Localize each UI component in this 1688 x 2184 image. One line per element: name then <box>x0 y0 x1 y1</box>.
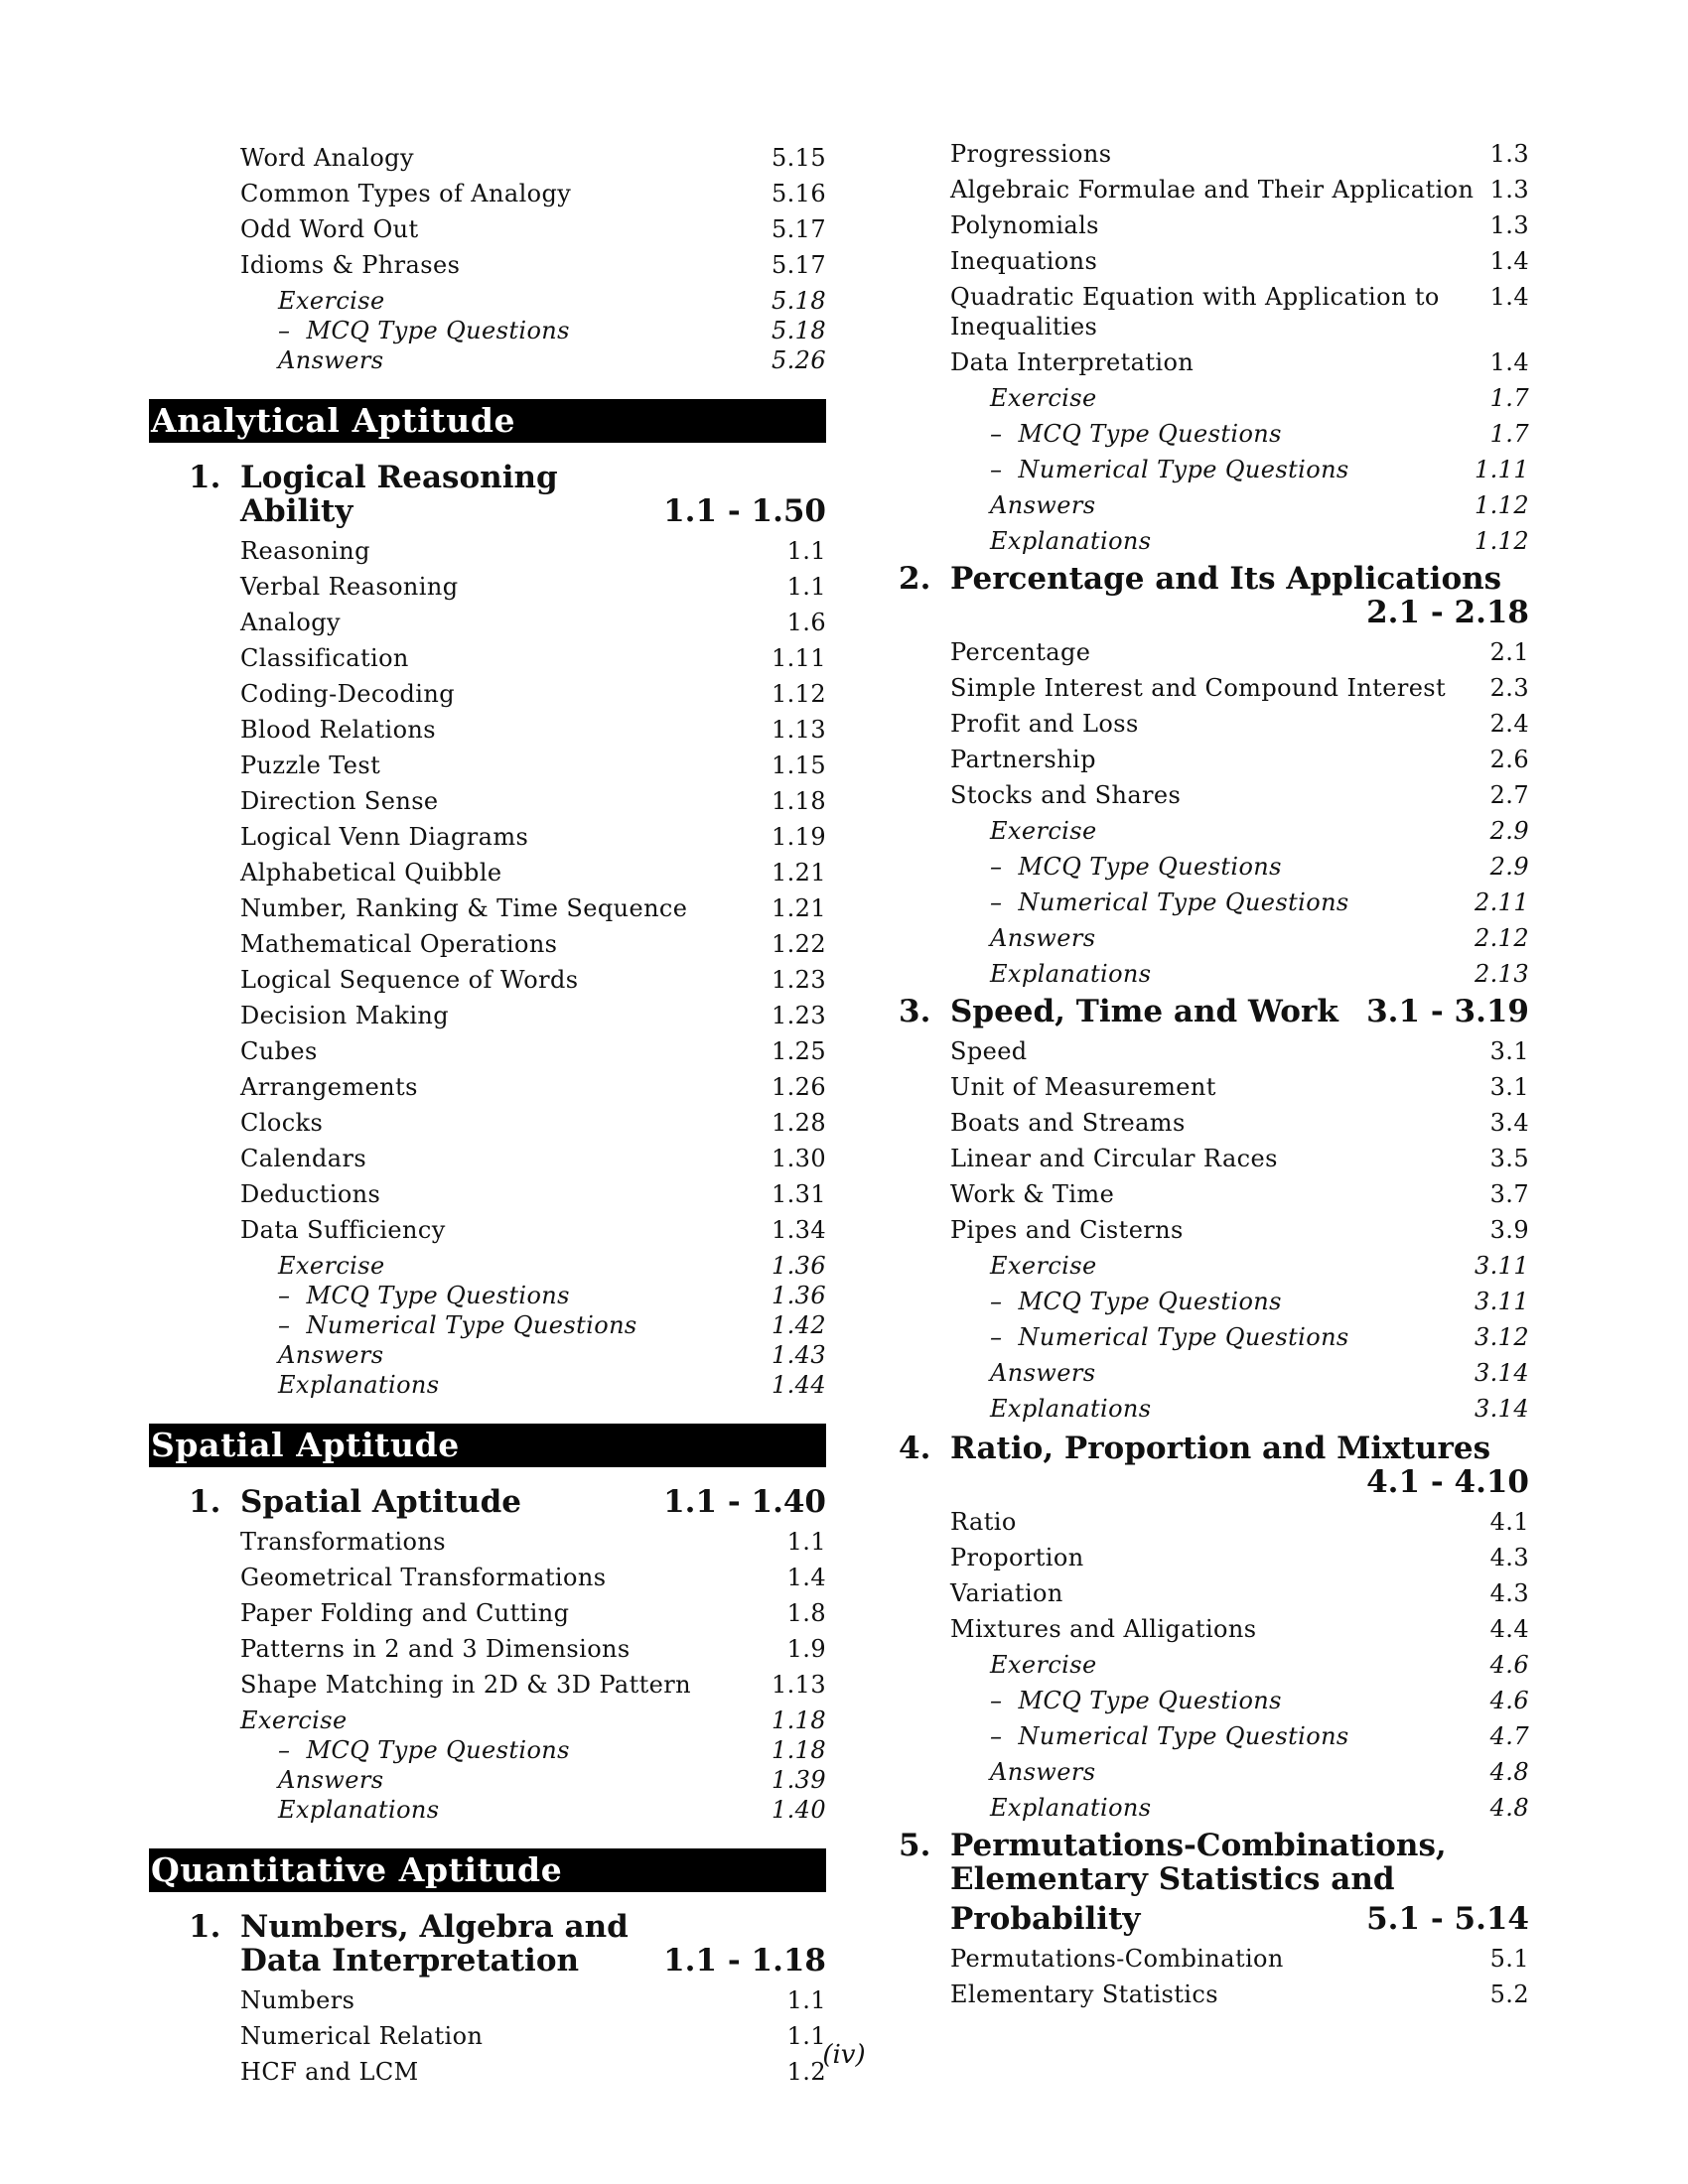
toc-entry-page: 1.1 <box>786 573 826 601</box>
chapter-number: 3. <box>899 994 931 1029</box>
toc-entry-label: Explanations <box>278 1371 440 1399</box>
toc-entry-label: Stocks and Shares <box>950 781 1182 809</box>
toc-entry-page: 5.1 <box>1489 1945 1529 1973</box>
toc-entry[interactable] <box>889 1287 1529 1316</box>
toc-entry[interactable] <box>889 490 1529 520</box>
toc-entry[interactable] <box>149 643 826 673</box>
toc-entry-label: Cubes <box>240 1037 318 1065</box>
toc-entry-label: – Numerical Type Questions <box>990 455 1349 484</box>
toc-entry[interactable] <box>149 1340 826 1370</box>
toc-entry[interactable] <box>889 1036 1529 1066</box>
toc-entry-page: 4.8 <box>1489 1794 1529 1822</box>
toc-entry-page: 2.4 <box>1489 710 1529 738</box>
toc-entry-page: 3.9 <box>1489 1216 1529 1244</box>
chapter-heading[interactable] <box>889 995 1529 1028</box>
toc-entry-page: 3.7 <box>1489 1180 1529 1208</box>
toc-entry-page: 1.4 <box>1489 247 1529 275</box>
chapter-title-lastline <box>950 1902 1529 1936</box>
toc-entry-page: 1.1 <box>786 2022 826 2050</box>
section-band-analytical: Analytical Aptitude <box>149 399 826 443</box>
toc-entry-label: Coding-Decoding <box>240 680 455 708</box>
toc-entry-page: 3.4 <box>1489 1109 1529 1137</box>
toc-entry-page: 1.18 <box>771 1736 826 1764</box>
toc-entry[interactable]: Word Analogy 5.15 <box>240 144 826 172</box>
toc-entry[interactable] <box>889 1614 1529 1644</box>
toc-entry-page: 4.4 <box>1489 1615 1529 1643</box>
toc-entry-page: 2.1 <box>1489 638 1529 666</box>
toc-entry[interactable] <box>889 923 1529 953</box>
toc-entry-label: Linear and Circular Races <box>950 1145 1278 1172</box>
toc-entry-label: Number, Ranking & Time Sequence <box>240 894 688 922</box>
toc-entry-label: Puzzle Test <box>240 751 381 779</box>
chapter-title-line2: Data Interpretation <box>240 1943 580 1979</box>
toc-entry-mcq[interactable]: – MCQ Type Questions 5.18 <box>149 316 826 345</box>
toc-entry-page: 1.1 <box>786 537 826 565</box>
toc-entry-label: Exercise <box>990 384 1097 412</box>
toc-entry-label: Numbers <box>240 1986 355 2014</box>
toc-entry-page: 1.34 <box>771 1216 826 1244</box>
toc-entry-label: Clocks <box>240 1109 324 1137</box>
toc-entry-page: 1.12 <box>1474 491 1529 519</box>
toc-entry-page: 1.3 <box>1489 176 1529 204</box>
toc-entry-label: Ratio <box>950 1508 1017 1536</box>
toc-entry-label: Answers <box>990 1758 1096 1786</box>
toc-entry[interactable] <box>149 893 826 923</box>
toc-entry-label: Transformations <box>240 1528 446 1556</box>
chapter-title-line1: Permutations-Combinations, <box>950 1828 1447 1863</box>
chapter-range: 5.1 - 5.14 <box>1366 1901 1529 1937</box>
toc-entry[interactable] <box>149 1001 826 1030</box>
chapter-range: 4.1 - 4.10 <box>1366 1464 1529 1500</box>
toc-entry-page: 1.6 <box>786 609 826 636</box>
toc-entry-page: 1.18 <box>771 1706 826 1734</box>
chapter-title: Percentage and Its Applications <box>950 561 1502 597</box>
toc-entry-page: 1.36 <box>771 1282 826 1309</box>
toc-entry-label: Exercise <box>278 1252 385 1280</box>
chapter-number: 5. <box>899 1828 931 1863</box>
toc-entry-page: 3.14 <box>1474 1359 1529 1387</box>
toc-entry-label: Analogy <box>240 609 341 636</box>
left-column <box>149 143 826 2093</box>
toc-entry-page: 1.40 <box>771 1796 826 1824</box>
toc-entry[interactable]: Odd Word Out 5.17 <box>240 215 826 243</box>
toc-entry-page: 1.4 <box>1489 348 1529 376</box>
toc-entry-page: 1.1 <box>786 1986 826 2014</box>
toc-entry[interactable] <box>889 1650 1529 1680</box>
toc-entry-page: 4.8 <box>1489 1758 1529 1786</box>
toc-entry-label: Exercise <box>240 1706 348 1734</box>
chapter-range: 3.1 - 3.19 <box>1366 994 1529 1029</box>
toc-entry-label: – Numerical Type Questions <box>990 1721 1349 1751</box>
toc-entry[interactable] <box>889 139 1529 169</box>
toc-entry[interactable] <box>889 1358 1529 1388</box>
toc-entry[interactable] <box>149 1735 826 1765</box>
toc-entry[interactable] <box>149 1251 826 1281</box>
toc-entry-label: Deductions <box>240 1180 381 1208</box>
toc-entry[interactable] <box>889 816 1529 846</box>
toc-entry[interactable] <box>889 1979 1529 2009</box>
toc-entry-label: Exercise <box>990 1651 1097 1679</box>
toc-entry-page: 1.11 <box>771 644 826 672</box>
top-entries-right <box>889 139 1529 556</box>
chapter-title: Spatial Aptitude <box>240 1484 521 1520</box>
toc-entry-label: Permutations-Combination <box>950 1945 1284 1973</box>
chapter-heading[interactable] <box>889 562 1529 629</box>
toc-entry-label: Verbal Reasoning <box>240 573 459 601</box>
toc-entry-label: Logical Sequence of Words <box>240 966 579 994</box>
chapter-range: 1.1 - 1.40 <box>663 1484 826 1520</box>
toc-entry[interactable] <box>149 1765 826 1795</box>
right-column <box>889 139 1529 2015</box>
chapter-title: Speed, Time and Work <box>950 994 1338 1029</box>
toc-entry-page: 1.42 <box>771 1311 826 1339</box>
chapter-3-entries <box>889 1036 1529 1424</box>
toc-entry[interactable] <box>149 1108 826 1138</box>
chapter-title-line2: Elementary Statistics and <box>950 1861 1395 1897</box>
toc-entry[interactable] <box>149 1985 826 2015</box>
toc-entry-label: Answers <box>278 1766 384 1794</box>
toc-entry-page: 1.39 <box>771 1766 826 1794</box>
toc-entry-page: 1.15 <box>771 751 826 779</box>
toc-entry[interactable] <box>889 419 1529 449</box>
toc-entry[interactable] <box>149 751 826 780</box>
toc-entry-page: 4.6 <box>1489 1651 1529 1679</box>
toc-entry-exercise[interactable]: Exercise 5.18 <box>278 287 826 315</box>
chapter-title-line3: Probability <box>950 1901 1141 1937</box>
toc-entry-label: Explanations <box>278 1796 440 1824</box>
toc-entry[interactable] <box>889 745 1529 774</box>
toc-entry-label: Progressions <box>950 140 1112 168</box>
toc-entry-page: 4.7 <box>1489 1722 1529 1750</box>
toc-entry-page: 2.13 <box>1474 960 1529 988</box>
toc-entry-page: 1.23 <box>771 1002 826 1029</box>
toc-entry[interactable] <box>889 1072 1529 1102</box>
chapter-heading[interactable] <box>889 1829 1529 1936</box>
toc-entry[interactable] <box>889 852 1529 882</box>
toc-entry[interactable] <box>149 1598 826 1628</box>
toc-entry-label: Answers <box>990 491 1096 519</box>
toc-entry-page: 4.6 <box>1489 1687 1529 1714</box>
toc-entry-page: 1.28 <box>771 1109 826 1137</box>
toc-entry[interactable] <box>889 1944 1529 1974</box>
toc-entry[interactable] <box>149 1036 826 1066</box>
toc-entry-page: 1.22 <box>771 930 826 958</box>
toc-entry-label: Arrangements <box>240 1073 418 1101</box>
toc-entry-label: Paper Folding and Cutting <box>240 1599 570 1627</box>
toc-entry-label: Partnership <box>950 746 1096 773</box>
toc-entry-label: Data Sufficiency <box>240 1216 446 1244</box>
toc-entry[interactable] <box>889 175 1529 205</box>
toc-entry[interactable] <box>149 1670 826 1700</box>
toc-entry[interactable] <box>149 1795 826 1825</box>
chapter-heading[interactable] <box>149 461 826 528</box>
toc-entry-label: Proportion <box>950 1544 1084 1571</box>
toc-entry[interactable] <box>149 822 826 852</box>
toc-entry-page: 3.14 <box>1474 1395 1529 1423</box>
toc-entry-label: Inequations <box>950 247 1098 275</box>
toc-entry-page: 1.21 <box>771 859 826 887</box>
toc-entry[interactable] <box>149 1144 826 1173</box>
toc-entry[interactable] <box>889 1215 1529 1245</box>
section-band-spatial: Spatial Aptitude <box>149 1424 826 1467</box>
chapter-2-entries <box>889 637 1529 989</box>
toc-entry[interactable] <box>889 709 1529 739</box>
toc-entry-page: 2.11 <box>1474 888 1529 916</box>
toc-entry-page: 1.7 <box>1489 384 1529 412</box>
toc-entry-page: 1.2 <box>786 2058 826 2086</box>
toc-entry[interactable] <box>889 1322 1529 1352</box>
toc-entry-label: Reasoning <box>240 537 370 565</box>
toc-entry-label: Logical Venn Diagrams <box>240 823 529 851</box>
toc-entry-label: Work & Time <box>950 1180 1115 1208</box>
toc-entry-page: 1.8 <box>786 1599 826 1627</box>
chapter-title: Logical Reasoning Ability <box>240 460 558 529</box>
toc-entry-label: Answers <box>990 924 1096 952</box>
chapter-range: 1.1 - 1.50 <box>663 493 826 529</box>
toc-entry-label: Explanations <box>990 527 1152 555</box>
toc-entry-label: Classification <box>240 644 409 672</box>
chapter-5-entries <box>889 1944 1529 2009</box>
toc-entry-label: Quadratic Equation with Application to Inequalities <box>950 283 1440 341</box>
toc-entry-label: Percentage <box>950 638 1091 666</box>
toc-entry-page: 1.1 <box>786 1528 826 1556</box>
toc-entry-page: 3.1 <box>1489 1037 1529 1065</box>
toc-entry-page: 5.2 <box>1489 1980 1529 2008</box>
toc-entry-label: Profit and Loss <box>950 710 1139 738</box>
toc-entry-page: 4.1 <box>1489 1508 1529 1536</box>
toc-entry-page: 1.12 <box>1474 527 1529 555</box>
toc-entry[interactable] <box>889 1686 1529 1715</box>
toc-entry-page: 2.9 <box>1489 817 1529 845</box>
toc-entry[interactable] <box>149 1215 826 1245</box>
toc-entry-label: Patterns in 2 and 3 Dimensions <box>240 1635 631 1663</box>
chapter-heading[interactable] <box>149 1910 826 1978</box>
analytical-entries <box>149 536 826 1400</box>
toc-entry-label: Mathematical Operations <box>240 930 558 958</box>
toc-entry-label: Simple Interest and Compound Interest <box>950 674 1447 702</box>
toc-entry[interactable] <box>149 1179 826 1209</box>
chapter-range: 2.1 - 2.18 <box>1366 595 1529 630</box>
toc-entry[interactable] <box>149 715 826 745</box>
toc-entry-page: 2.6 <box>1489 746 1529 773</box>
toc-entry[interactable]: Common Types of Analogy 5.16 <box>240 180 826 207</box>
toc-entry[interactable] <box>149 1072 826 1102</box>
toc-entry[interactable] <box>889 1721 1529 1751</box>
toc-entry[interactable] <box>889 780 1529 810</box>
toc-entry-page: 1.7 <box>1489 420 1529 448</box>
toc-entry[interactable] <box>889 1144 1529 1173</box>
toc-entry-page: 3.5 <box>1489 1145 1529 1172</box>
chapter-heading[interactable] <box>889 1432 1529 1499</box>
toc-entry-label: – MCQ Type Questions <box>990 1686 1282 1715</box>
chapter-number: 1. <box>189 1909 221 1945</box>
toc-entry-label: Exercise <box>990 817 1097 845</box>
toc-entry-page: 1.4 <box>1489 283 1529 311</box>
top-entries-left <box>149 143 826 375</box>
toc-entry[interactable] <box>889 959 1529 989</box>
toc-entry[interactable] <box>889 1543 1529 1572</box>
toc-entry-label: Answers <box>278 1341 384 1369</box>
toc-entry-page: 1.31 <box>771 1180 826 1208</box>
toc-entry-page: 1.11 <box>1474 456 1529 483</box>
toc-entry-page: 1.9 <box>786 1635 826 1663</box>
toc-entry-label: Blood Relations <box>240 716 437 744</box>
toc-entry-page: 4.3 <box>1489 1579 1529 1607</box>
toc-entry[interactable] <box>889 347 1529 377</box>
toc-entry-label: Geometrical Transformations <box>240 1564 607 1591</box>
section-band-quantitative: Quantitative Aptitude <box>149 1848 826 1892</box>
chapter-number: 2. <box>899 561 931 597</box>
toc-entry-label: Variation <box>950 1579 1063 1607</box>
toc-entry-page: 1.12 <box>771 680 826 708</box>
toc-entry[interactable] <box>889 246 1529 276</box>
page-number: (iv) <box>822 2040 866 2070</box>
toc-entry-page: 1.4 <box>786 1564 826 1591</box>
toc-entry[interactable] <box>889 673 1529 703</box>
toc-entry-page: 3.11 <box>1474 1252 1529 1280</box>
toc-entry-label: Speed <box>950 1037 1028 1065</box>
toc-entry-page: 1.18 <box>771 787 826 815</box>
toc-entry[interactable] <box>889 1578 1529 1608</box>
toc-entry[interactable] <box>149 1706 826 1735</box>
toc-entry-label: Calendars <box>240 1145 367 1172</box>
toc-entry-page: 3.12 <box>1474 1323 1529 1351</box>
toc-entry[interactable] <box>889 1793 1529 1823</box>
toc-entry-page: 2.12 <box>1474 924 1529 952</box>
chapter-heading[interactable] <box>149 1485 826 1519</box>
toc-entry[interactable] <box>149 965 826 995</box>
toc-entry-answers[interactable]: Answers 5.26 <box>278 346 826 374</box>
toc-entry[interactable] <box>889 455 1529 484</box>
toc-entry[interactable] <box>889 1179 1529 1209</box>
toc-entry-label: Boats and Streams <box>950 1109 1186 1137</box>
toc-entry[interactable] <box>889 210 1529 240</box>
chapter-number: 4. <box>899 1431 931 1466</box>
toc-entry-label: – Numerical Type Questions <box>990 887 1349 917</box>
toc-entry-page: 1.13 <box>771 716 826 744</box>
toc-entry-label: Polynomials <box>950 211 1099 239</box>
toc-entry[interactable] <box>149 1563 826 1592</box>
chapter-number: 1. <box>189 1484 221 1520</box>
toc-entry[interactable] <box>889 526 1529 556</box>
toc-entry[interactable] <box>149 608 826 637</box>
toc-entry[interactable] <box>149 572 826 602</box>
toc-entry[interactable] <box>889 383 1529 413</box>
toc-entry[interactable] <box>889 1394 1529 1424</box>
toc-entry[interactable] <box>889 1108 1529 1138</box>
toc-entry-label: Alphabetical Quibble <box>240 859 502 887</box>
toc-entry-page: 1.26 <box>771 1073 826 1101</box>
toc-entry-label: Direction Sense <box>240 787 439 815</box>
toc-entry[interactable] <box>889 282 1529 341</box>
toc-entry[interactable] <box>149 1527 826 1557</box>
toc-entry[interactable] <box>149 929 826 959</box>
toc-entry[interactable] <box>149 786 826 816</box>
toc-entry-label: Exercise <box>990 1252 1097 1280</box>
toc-entry-label: Pipes and Cisterns <box>950 1216 1184 1244</box>
quantitative-entries <box>149 1985 826 2087</box>
toc-entry-page: 4.3 <box>1489 1544 1529 1571</box>
toc-entry-page: 2.9 <box>1489 853 1529 881</box>
toc-entry-page: 1.36 <box>771 1252 826 1280</box>
toc-entry[interactable] <box>889 637 1529 667</box>
toc-entry-page: 1.13 <box>771 1671 826 1699</box>
toc-entry-page: 1.21 <box>771 894 826 922</box>
toc-entry-label: – MCQ Type Questions <box>990 852 1282 882</box>
toc-entry-label: – Numerical Type Questions <box>990 1322 1349 1352</box>
chapter-range: 1.1 - 1.18 <box>663 1943 826 1979</box>
toc-entry-label: Shape Matching in 2D & 3D Pattern <box>240 1671 691 1699</box>
toc-entry-label: – Numerical Type Questions <box>278 1310 637 1340</box>
toc-entry-label: Explanations <box>990 1395 1152 1423</box>
chapter-title-lastline <box>240 1944 826 1978</box>
toc-entry-label: Data Interpretation <box>950 348 1195 376</box>
toc-entry-page: 1.3 <box>1489 211 1529 239</box>
toc-entry-page: 1.23 <box>771 966 826 994</box>
toc-entry-label: Decision Making <box>240 1002 450 1029</box>
spatial-entries <box>149 1527 826 1825</box>
toc-entry-label: Algebraic Formulae and Their Application <box>950 176 1475 204</box>
toc-entry[interactable] <box>149 858 826 887</box>
toc-entry[interactable] <box>149 1370 826 1400</box>
toc-entry[interactable] <box>149 536 826 566</box>
toc-entry-label: – MCQ Type Questions <box>278 1735 570 1765</box>
toc-entry-label: Explanations <box>990 960 1152 988</box>
toc-entry[interactable] <box>149 679 826 709</box>
chapter-title-line1: Numbers, Algebra and <box>240 1909 629 1945</box>
toc-entry[interactable] <box>889 887 1529 917</box>
toc-entry-label: Elementary Statistics <box>950 1980 1218 2008</box>
toc-entry-label: HCF and LCM <box>240 2058 419 2086</box>
toc-entry-page: 3.11 <box>1474 1288 1529 1315</box>
toc-entry[interactable]: Idioms & Phrases 5.17 <box>240 251 826 279</box>
toc-entry[interactable] <box>149 1634 826 1664</box>
toc-entry-page: 2.7 <box>1489 781 1529 809</box>
toc-entry-page: 2.3 <box>1489 674 1529 702</box>
toc-entry-label: Mixtures and Alligations <box>950 1615 1257 1643</box>
toc-entry[interactable] <box>889 1251 1529 1281</box>
toc-entry-page: 1.30 <box>771 1145 826 1172</box>
toc-entry-label: Numerical Relation <box>240 2022 484 2050</box>
toc-entry-label: – MCQ Type Questions <box>990 419 1282 449</box>
toc-entry[interactable] <box>149 1310 826 1340</box>
toc-entry[interactable] <box>889 1507 1529 1537</box>
chapter-4-entries <box>889 1507 1529 1823</box>
toc-entry-label: Answers <box>990 1359 1096 1387</box>
toc-entry-page: 1.44 <box>771 1371 826 1399</box>
chapter-number: 1. <box>189 460 221 495</box>
toc-entry-page: 3.1 <box>1489 1073 1529 1101</box>
toc-entry-page: 1.25 <box>771 1037 826 1065</box>
toc-entry-page: 1.3 <box>1489 140 1529 168</box>
chapter-title: Ratio, Proportion and Mixtures <box>950 1431 1491 1466</box>
toc-entry[interactable] <box>149 1281 826 1310</box>
toc-entry[interactable] <box>889 1757 1529 1787</box>
toc-entry-label: Unit of Measurement <box>950 1073 1216 1101</box>
toc-entry-label: – MCQ Type Questions <box>278 1281 570 1310</box>
toc-entry-label: Explanations <box>990 1794 1152 1822</box>
toc-entry-label: – MCQ Type Questions <box>990 1287 1282 1316</box>
toc-entry-page: 1.19 <box>771 823 826 851</box>
toc-entry-page: 1.43 <box>771 1341 826 1369</box>
